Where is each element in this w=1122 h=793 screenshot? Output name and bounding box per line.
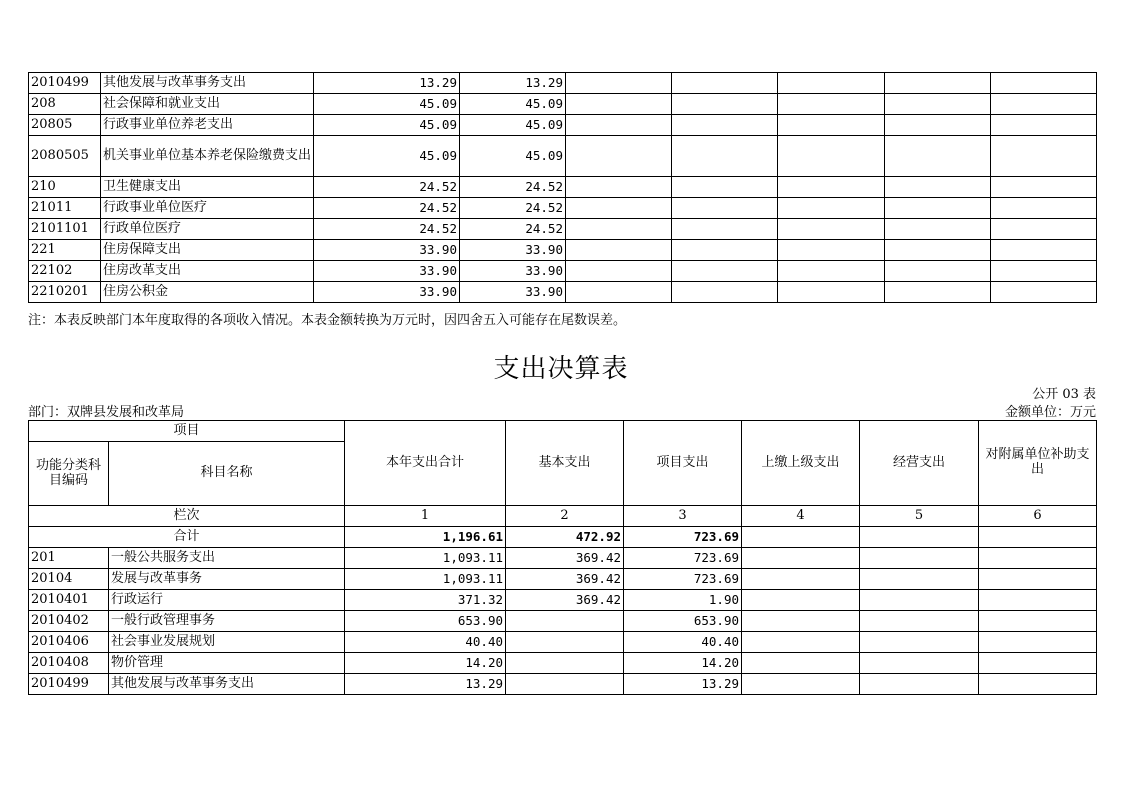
table-row xyxy=(29,198,1097,219)
row-empty xyxy=(885,240,991,261)
row-upper xyxy=(742,632,860,653)
row-name: 其他发展与改革事务支出 xyxy=(109,674,345,695)
row-empty xyxy=(566,115,672,136)
row-basic: 369.42 xyxy=(506,590,624,611)
row-empty xyxy=(991,219,1097,240)
total-upper xyxy=(742,527,860,548)
table-row xyxy=(29,73,1097,94)
column-index-5: 5 xyxy=(860,506,979,527)
row-empty xyxy=(885,282,991,303)
row-subsidy xyxy=(979,569,1097,590)
row-subsidy xyxy=(979,548,1097,569)
row-value-1: 45.09 xyxy=(314,94,460,115)
row-empty xyxy=(566,261,672,282)
row-project: 1.90 xyxy=(624,590,742,611)
row-name: 社会保障和就业支出 xyxy=(101,94,314,115)
row-empty xyxy=(991,198,1097,219)
row-empty xyxy=(778,136,885,177)
row-empty xyxy=(672,219,778,240)
row-empty xyxy=(566,219,672,240)
row-code: 2010402 xyxy=(29,611,109,632)
row-code: 2010408 xyxy=(29,653,109,674)
row-value-2: 33.90 xyxy=(460,282,566,303)
row-value-1: 24.52 xyxy=(314,198,460,219)
row-empty xyxy=(778,219,885,240)
row-value-2: 45.09 xyxy=(460,136,566,177)
table-row xyxy=(29,261,1097,282)
header-project: 项目支出 xyxy=(624,421,742,506)
row-subsidy xyxy=(979,653,1097,674)
row-empty xyxy=(991,240,1097,261)
department-label: 部门：双牌县发展和改革局 xyxy=(28,405,185,420)
table-row xyxy=(29,590,1097,611)
expenditure-table xyxy=(28,420,1097,695)
row-empty xyxy=(885,136,991,177)
amount-unit-label: 金额单位：万元 xyxy=(1004,405,1096,420)
row-name: 发展与改革事务 xyxy=(109,569,345,590)
row-value-2: 45.09 xyxy=(460,94,566,115)
row-empty xyxy=(672,73,778,94)
row-total: 1,093.11 xyxy=(345,569,506,590)
table-row xyxy=(29,240,1097,261)
table-row xyxy=(29,177,1097,198)
header-upper: 上缴上级支出 xyxy=(742,421,860,506)
header-business: 经营支出 xyxy=(860,421,979,506)
table-row xyxy=(29,136,1097,177)
row-name: 住房公积金 xyxy=(101,282,314,303)
row-empty xyxy=(991,282,1097,303)
row-project: 14.20 xyxy=(624,653,742,674)
row-empty xyxy=(991,73,1097,94)
row-empty xyxy=(778,282,885,303)
row-name: 物价管理 xyxy=(109,653,345,674)
row-value-2: 24.52 xyxy=(460,198,566,219)
total-amount: 1,196.61 xyxy=(345,527,506,548)
row-empty xyxy=(672,198,778,219)
row-upper xyxy=(742,548,860,569)
form-number: 公开 03 表 xyxy=(1032,387,1096,402)
row-empty xyxy=(566,136,672,177)
row-name: 行政单位医疗 xyxy=(101,219,314,240)
row-total: 1,093.11 xyxy=(345,548,506,569)
total-row xyxy=(29,527,1097,548)
row-empty xyxy=(566,94,672,115)
row-business xyxy=(860,569,979,590)
income-table-continuation xyxy=(28,72,1097,303)
column-index-3: 3 xyxy=(624,506,742,527)
row-code: 20805 xyxy=(29,115,101,136)
row-code: 21011 xyxy=(29,198,101,219)
row-subsidy xyxy=(979,674,1097,695)
table-row xyxy=(29,282,1097,303)
row-name: 一般行政管理事务 xyxy=(109,611,345,632)
column-index-1: 1 xyxy=(345,506,506,527)
row-code: 201 xyxy=(29,548,109,569)
table-row xyxy=(29,653,1097,674)
row-value-2: 45.09 xyxy=(460,115,566,136)
header-basic: 基本支出 xyxy=(506,421,624,506)
row-name: 其他发展与改革事务支出 xyxy=(101,73,314,94)
row-empty xyxy=(991,261,1097,282)
row-business xyxy=(860,611,979,632)
row-name: 住房保障支出 xyxy=(101,240,314,261)
row-code: 2010499 xyxy=(29,674,109,695)
row-empty xyxy=(885,261,991,282)
table-row xyxy=(29,569,1097,590)
row-value-2: 24.52 xyxy=(460,177,566,198)
row-total: 653.90 xyxy=(345,611,506,632)
row-value-1: 24.52 xyxy=(314,177,460,198)
row-empty xyxy=(885,177,991,198)
total-project: 723.69 xyxy=(624,527,742,548)
row-empty xyxy=(672,282,778,303)
header-total: 本年支出合计 xyxy=(345,421,506,506)
row-total: 13.29 xyxy=(345,674,506,695)
row-code: 2010406 xyxy=(29,632,109,653)
table-note: 注：本表反映部门本年度取得的各项收入情况。本表金额转换为万元时，因四舍五入可能存在尾数误差。 xyxy=(28,313,627,328)
row-empty xyxy=(672,261,778,282)
header-subsidy: 对附属单位补助支出 xyxy=(979,421,1097,506)
row-value-1: 13.29 xyxy=(314,73,460,94)
column-index-4: 4 xyxy=(742,506,860,527)
row-basic: 369.42 xyxy=(506,548,624,569)
row-name: 行政事业单位养老支出 xyxy=(101,115,314,136)
row-code: 20104 xyxy=(29,569,109,590)
row-project: 13.29 xyxy=(624,674,742,695)
page-title: 支出决算表 xyxy=(493,354,629,384)
row-empty xyxy=(991,136,1097,177)
row-empty xyxy=(778,177,885,198)
row-empty xyxy=(991,94,1097,115)
header-row-1 xyxy=(29,421,1097,442)
row-empty xyxy=(885,94,991,115)
row-name: 机关事业单位基本养老保险缴费支出 xyxy=(101,136,314,177)
row-empty xyxy=(672,94,778,115)
row-empty xyxy=(778,240,885,261)
row-business xyxy=(860,653,979,674)
row-value-2: 33.90 xyxy=(460,261,566,282)
row-basic xyxy=(506,611,624,632)
total-business xyxy=(860,527,979,548)
row-basic: 369.42 xyxy=(506,569,624,590)
row-total: 40.40 xyxy=(345,632,506,653)
row-business xyxy=(860,590,979,611)
row-subsidy xyxy=(979,611,1097,632)
table-row xyxy=(29,548,1097,569)
table-row xyxy=(29,115,1097,136)
row-subsidy xyxy=(979,590,1097,611)
column-index-6: 6 xyxy=(979,506,1097,527)
row-value-1: 33.90 xyxy=(314,282,460,303)
row-code: 22102 xyxy=(29,261,101,282)
row-empty xyxy=(778,115,885,136)
row-upper xyxy=(742,611,860,632)
row-empty xyxy=(566,198,672,219)
total-label: 合计 xyxy=(29,527,345,548)
row-project: 723.69 xyxy=(624,548,742,569)
row-code: 2080505 xyxy=(29,136,101,177)
row-project: 723.69 xyxy=(624,569,742,590)
row-upper xyxy=(742,653,860,674)
row-code: 221 xyxy=(29,240,101,261)
row-name: 社会事业发展规划 xyxy=(109,632,345,653)
row-name: 一般公共服务支出 xyxy=(109,548,345,569)
header-item: 项目 xyxy=(29,421,345,442)
row-code: 2101101 xyxy=(29,219,101,240)
total-subsidy xyxy=(979,527,1097,548)
row-code: 210 xyxy=(29,177,101,198)
row-empty xyxy=(566,73,672,94)
total-basic: 472.92 xyxy=(506,527,624,548)
row-empty xyxy=(672,136,778,177)
row-value-1: 33.90 xyxy=(314,240,460,261)
row-total: 14.20 xyxy=(345,653,506,674)
row-empty xyxy=(885,198,991,219)
row-value-1: 33.90 xyxy=(314,261,460,282)
table-row xyxy=(29,611,1097,632)
row-name: 行政事业单位医疗 xyxy=(101,198,314,219)
table-row xyxy=(29,632,1097,653)
row-value-2: 24.52 xyxy=(460,219,566,240)
row-basic xyxy=(506,653,624,674)
row-code: 208 xyxy=(29,94,101,115)
row-business xyxy=(860,674,979,695)
row-empty xyxy=(885,73,991,94)
row-value-2: 13.29 xyxy=(460,73,566,94)
row-subsidy xyxy=(979,632,1097,653)
row-empty xyxy=(672,240,778,261)
row-name: 卫生健康支出 xyxy=(101,177,314,198)
table-row xyxy=(29,94,1097,115)
row-empty xyxy=(885,219,991,240)
row-empty xyxy=(885,115,991,136)
table-row xyxy=(29,674,1097,695)
row-empty xyxy=(566,177,672,198)
row-empty xyxy=(672,115,778,136)
row-value-2: 33.90 xyxy=(460,240,566,261)
column-index-row xyxy=(29,506,1097,527)
row-basic xyxy=(506,674,624,695)
row-empty xyxy=(778,198,885,219)
row-value-1: 45.09 xyxy=(314,115,460,136)
row-name: 行政运行 xyxy=(109,590,345,611)
column-index-2: 2 xyxy=(506,506,624,527)
row-code: 2210201 xyxy=(29,282,101,303)
row-code: 2010401 xyxy=(29,590,109,611)
row-code: 2010499 xyxy=(29,73,101,94)
row-empty xyxy=(991,115,1097,136)
row-upper xyxy=(742,590,860,611)
row-business xyxy=(860,548,979,569)
row-empty xyxy=(778,73,885,94)
row-project: 40.40 xyxy=(624,632,742,653)
column-index-label: 栏次 xyxy=(29,506,345,527)
row-project: 653.90 xyxy=(624,611,742,632)
row-empty xyxy=(778,94,885,115)
table-row xyxy=(29,219,1097,240)
row-value-1: 24.52 xyxy=(314,219,460,240)
row-empty xyxy=(672,177,778,198)
row-empty xyxy=(991,177,1097,198)
header-code: 功能分类科目编码 xyxy=(29,442,109,506)
row-empty xyxy=(778,261,885,282)
row-name: 住房改革支出 xyxy=(101,261,314,282)
row-upper xyxy=(742,569,860,590)
row-empty xyxy=(566,240,672,261)
row-value-1: 45.09 xyxy=(314,136,460,177)
row-basic xyxy=(506,632,624,653)
row-upper xyxy=(742,674,860,695)
row-business xyxy=(860,632,979,653)
row-total: 371.32 xyxy=(345,590,506,611)
header-name: 科目名称 xyxy=(109,442,345,506)
row-empty xyxy=(566,282,672,303)
